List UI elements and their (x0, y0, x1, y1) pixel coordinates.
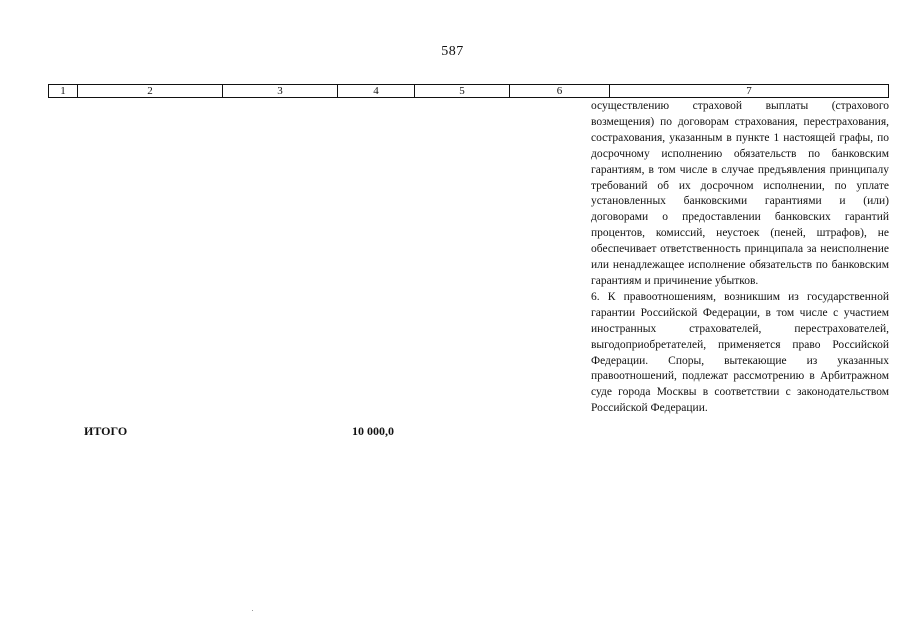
table-column-header-row (48, 84, 889, 98)
paragraph-continuation: осуществлению страховой выплаты (страхового возмещения) по договорам страхования, перестрахования, сострахования, указанным в пункте 1 настоящей графы, по досрочному исполнению обязательств по банковским гарантиям, в том числе в случае предъявления принципалу требований об их досрочном исполнении, по уплате установленных банковскими гарантиями и (или) договорами о предоставлении банковских гарантий процентов, комиссий, неустоек (пеней, штрафов), не обеспечивает ответственность принципала за неисполнение или ненадлежащее исполнение обязательств по банковским гарантиям и причинение убытков. (591, 100, 889, 287)
column-header-5: 5 (415, 85, 510, 97)
column-header-1: 1 (49, 85, 78, 97)
column-header-2: 2 (78, 85, 223, 97)
total-value: 10 000,0 (352, 424, 394, 438)
page-number: 587 (441, 44, 464, 59)
total-label: ИТОГО (84, 424, 128, 438)
scan-speck (252, 610, 253, 611)
paragraph-6: 6. К правоотношениям, возникшим из государственной гарантии Российской Федерации, в том числе с участием иностранных страхователей, перестрахователей, выгодоприобретателей, применяется право Российской Федерации. Споры, вытекающие из указанных правоотношений, подлежат рассмотрению в Арбитражном суде города Москвы в соответствии с законодательством Российской Федерации. (591, 290, 889, 415)
column-header-3: 3 (223, 85, 338, 97)
column-header-7: 7 (746, 85, 752, 97)
column-7-text (591, 99, 889, 417)
column-header-6: 6 (510, 85, 610, 97)
column-header-4: 4 (338, 85, 415, 97)
